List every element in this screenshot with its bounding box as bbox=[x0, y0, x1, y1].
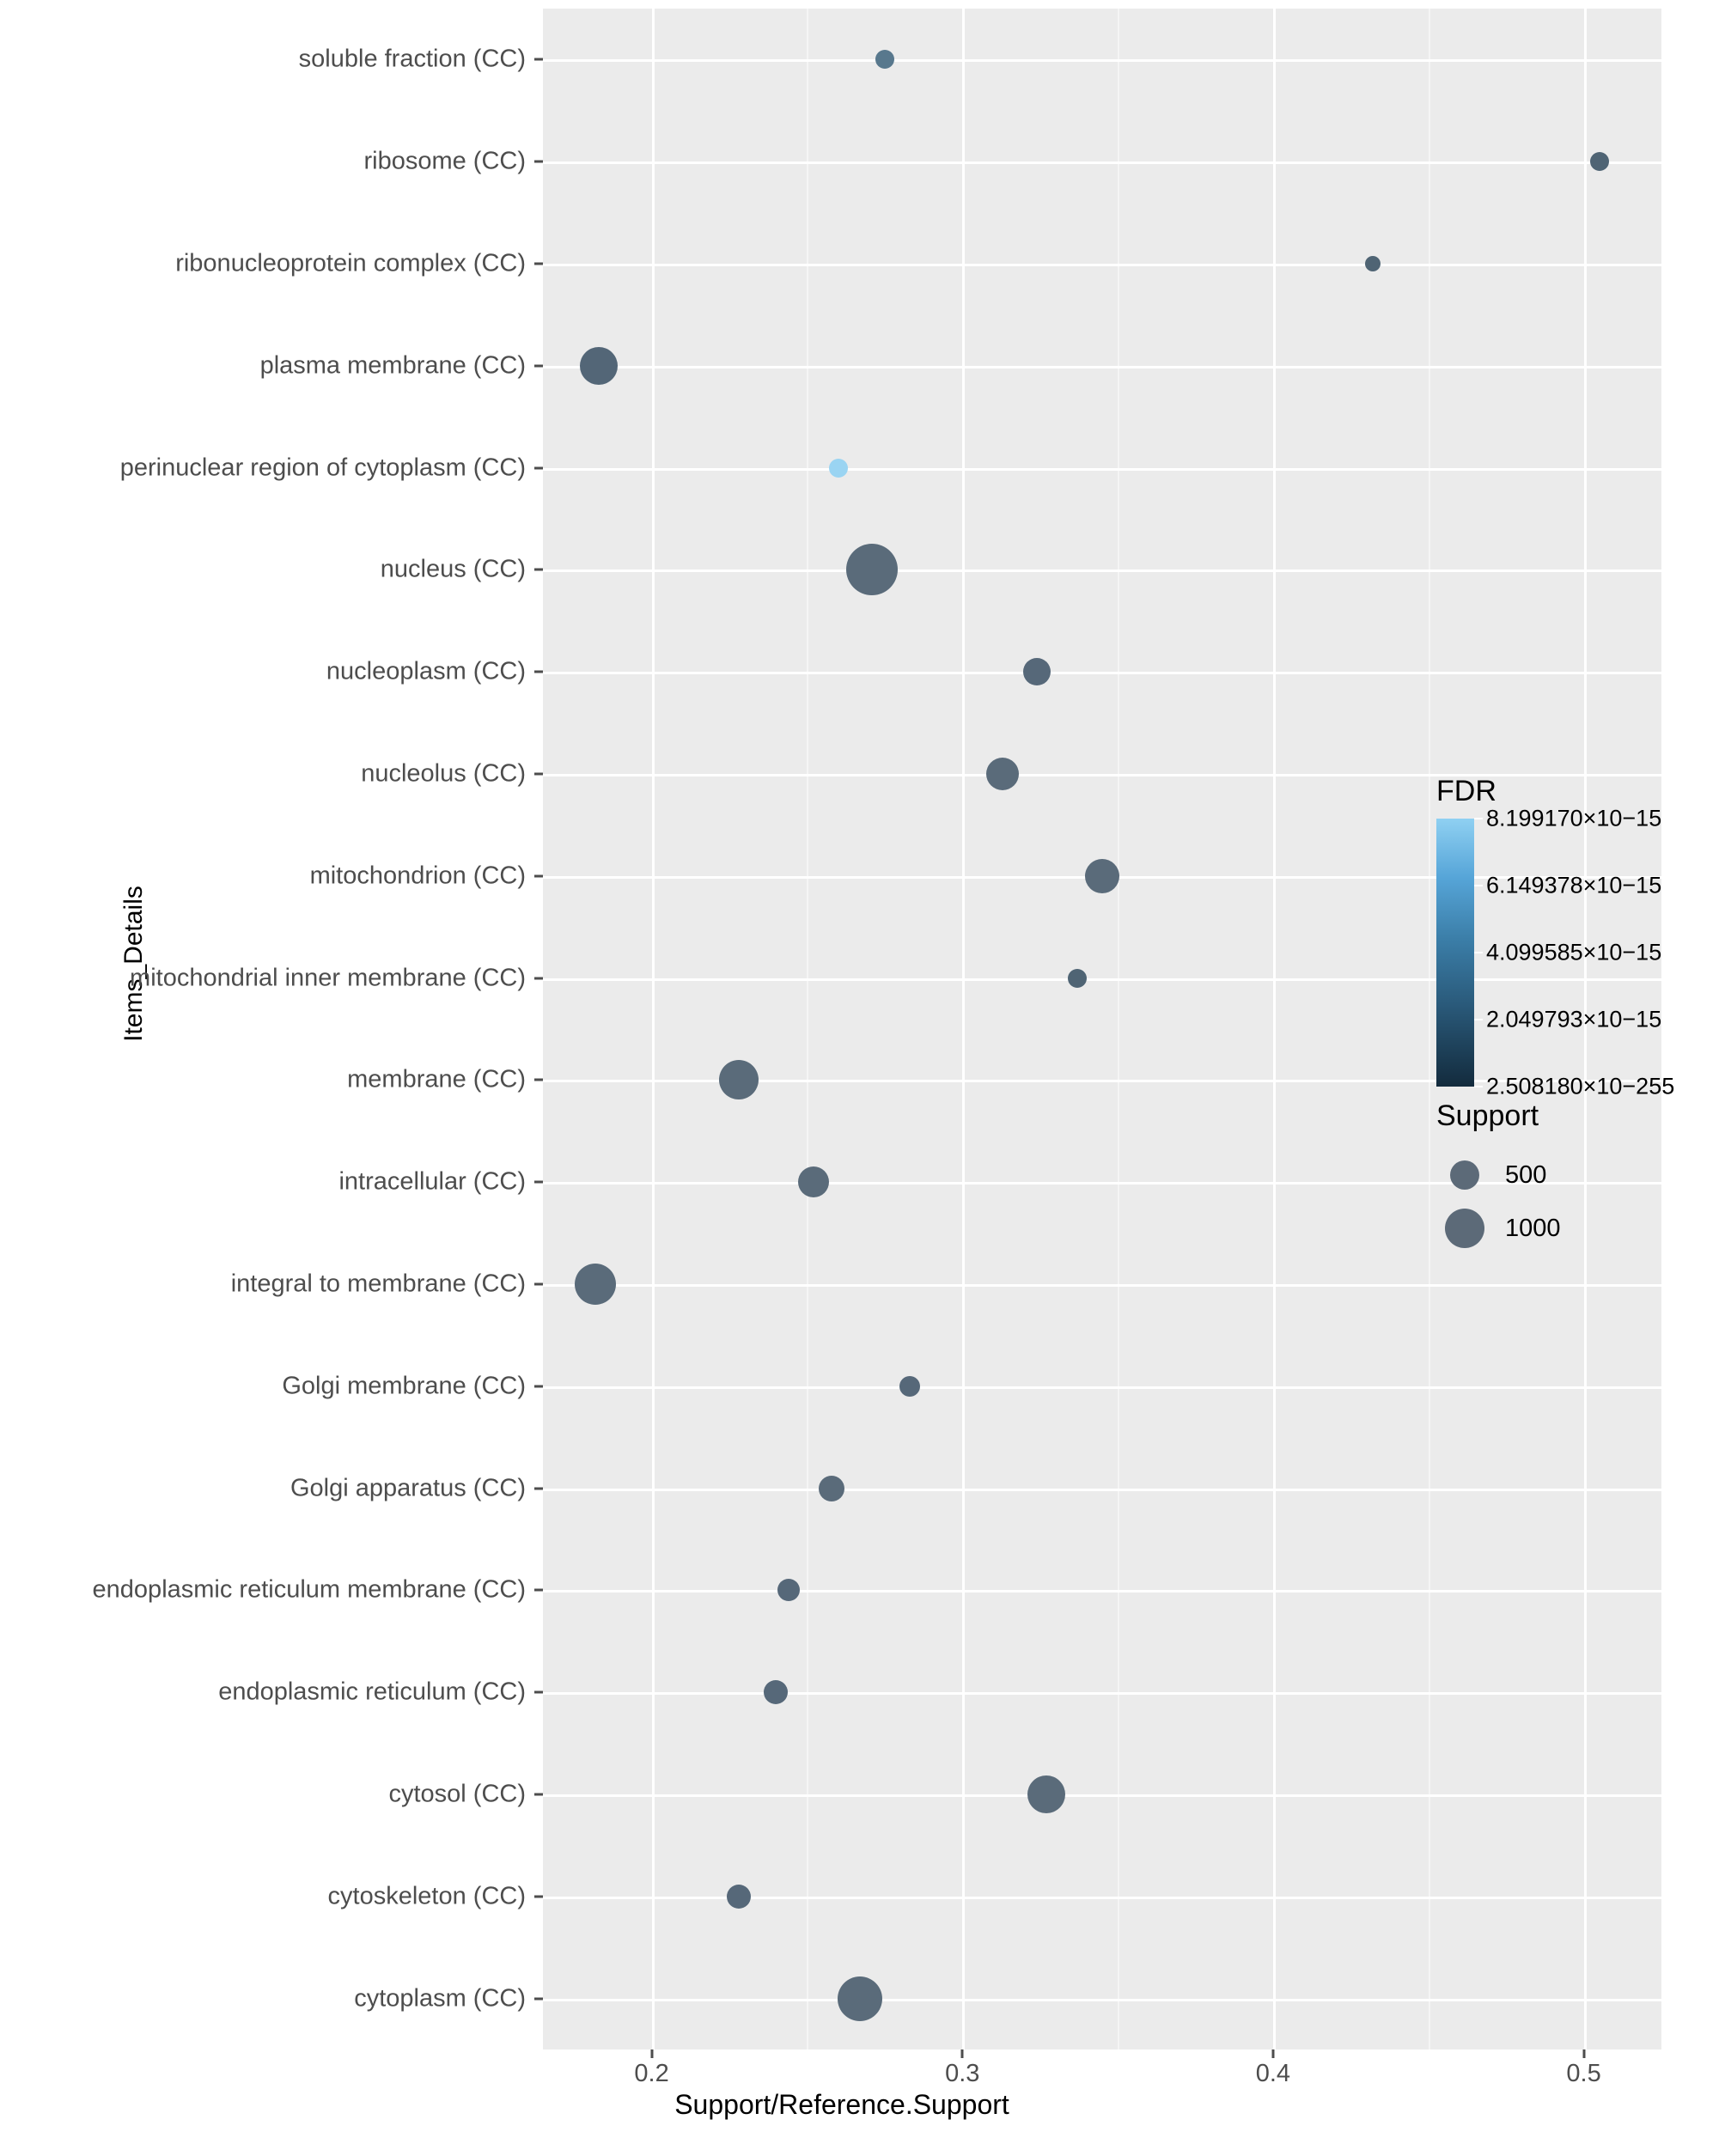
x-tick-label: 0.3 bbox=[945, 2060, 980, 2087]
x-tick-mark bbox=[961, 2049, 964, 2058]
y-tick-label: intracellular (CC) bbox=[338, 1167, 526, 1196]
legend-fdr-label: 6.149378×10−15 bbox=[1486, 872, 1662, 898]
gridline-vertical-minor bbox=[807, 9, 808, 2049]
data-point bbox=[1590, 152, 1609, 171]
legend-support-entry bbox=[1436, 1202, 1711, 1255]
legend-fdr-colorbar bbox=[1436, 819, 1474, 1087]
y-tick-label: endoplasmic reticulum membrane (CC) bbox=[92, 1575, 526, 1604]
y-tick-mark bbox=[534, 1997, 543, 2000]
y-tick-label: ribosome (CC) bbox=[363, 147, 526, 175]
data-point bbox=[829, 459, 848, 478]
legend-fdr-tick bbox=[1474, 885, 1483, 886]
y-tick-mark bbox=[534, 263, 543, 265]
y-tick-mark bbox=[534, 1385, 543, 1387]
data-point bbox=[777, 1579, 800, 1601]
y-tick-label: endoplasmic reticulum (CC) bbox=[218, 1678, 526, 1706]
y-tick-mark bbox=[534, 1283, 543, 1286]
legend-fdr-label: 4.099585×10−15 bbox=[1486, 939, 1662, 965]
y-tick-mark bbox=[534, 1181, 543, 1184]
y-tick-mark bbox=[534, 671, 543, 673]
y-axis-title: Items_Details bbox=[119, 886, 148, 1042]
legend-fdr bbox=[1436, 775, 1711, 1099]
data-point bbox=[580, 347, 618, 385]
gridline-horizontal bbox=[543, 1999, 1661, 2001]
data-point bbox=[727, 1885, 751, 1909]
y-tick-mark bbox=[534, 1895, 543, 1897]
legend-fdr-tick bbox=[1474, 1019, 1483, 1020]
y-tick-label: mitochondrion (CC) bbox=[309, 862, 526, 890]
data-point bbox=[875, 50, 894, 69]
y-tick-label: Golgi apparatus (CC) bbox=[290, 1474, 526, 1502]
legend-fdr-label: 2.508180×10−255 bbox=[1486, 1073, 1675, 1099]
gridline-vertical-major bbox=[652, 9, 655, 2049]
data-point bbox=[798, 1166, 829, 1197]
data-point bbox=[1085, 859, 1119, 893]
gridline-vertical-minor bbox=[1429, 9, 1430, 2049]
y-tick-label: cytoskeleton (CC) bbox=[327, 1882, 526, 1910]
gridline-horizontal bbox=[543, 1897, 1661, 1899]
legend-fdr-label: 2.049793×10−15 bbox=[1486, 1006, 1662, 1032]
y-tick-label: membrane (CC) bbox=[347, 1065, 526, 1093]
gridline-vertical-minor bbox=[1118, 9, 1119, 2049]
y-tick-label: integral to membrane (CC) bbox=[230, 1270, 526, 1298]
gridline-horizontal bbox=[543, 672, 1661, 674]
y-tick-label: perinuclear region of cytoplasm (CC) bbox=[119, 454, 526, 482]
legend-fdr-tick bbox=[1474, 818, 1483, 819]
y-tick-mark bbox=[534, 466, 543, 469]
legend-fdr-title: FDR bbox=[1436, 775, 1496, 807]
x-tick-label: 0.5 bbox=[1566, 2060, 1601, 2087]
legend-fdr-tick bbox=[1474, 1086, 1483, 1087]
gridline-horizontal bbox=[543, 1692, 1661, 1695]
data-point bbox=[1365, 256, 1381, 271]
data-point bbox=[986, 758, 1019, 790]
gridline-horizontal bbox=[543, 161, 1661, 164]
data-point bbox=[899, 1376, 920, 1397]
data-point bbox=[1068, 969, 1087, 988]
y-tick-label: plasma membrane (CC) bbox=[259, 351, 526, 380]
gridline-horizontal bbox=[543, 1590, 1661, 1593]
gridline-horizontal bbox=[543, 1489, 1661, 1491]
data-point bbox=[1023, 658, 1051, 685]
y-tick-label: cytoplasm (CC) bbox=[354, 1984, 526, 2013]
gridline-vertical-major bbox=[1273, 9, 1276, 2049]
gridline-horizontal bbox=[543, 569, 1661, 572]
y-tick-mark bbox=[534, 1794, 543, 1796]
y-tick-mark bbox=[534, 1691, 543, 1694]
gridline-vertical-major bbox=[962, 9, 965, 2049]
y-tick-label: ribonucleoprotein complex (CC) bbox=[175, 249, 526, 277]
legend-support-dot bbox=[1450, 1160, 1479, 1190]
y-tick-mark bbox=[534, 1079, 543, 1081]
y-tick-mark bbox=[534, 773, 543, 776]
legend-fdr-colorbar-wrap bbox=[1436, 805, 1711, 1099]
gridline-horizontal bbox=[543, 1794, 1661, 1797]
gridline-horizontal bbox=[543, 59, 1661, 62]
legend-support-dot bbox=[1445, 1209, 1484, 1248]
gridline-horizontal bbox=[543, 366, 1661, 368]
y-tick-label: cytosol (CC) bbox=[388, 1780, 526, 1808]
legend-support-label: 500 bbox=[1505, 1160, 1547, 1189]
y-tick-label: mitochondrial inner membrane (CC) bbox=[130, 964, 526, 992]
legend-support-key bbox=[1436, 1209, 1493, 1248]
legend-support-entries bbox=[1436, 1148, 1711, 1255]
gridline-horizontal bbox=[543, 1284, 1661, 1287]
legend-fdr-label: 8.199170×10−15 bbox=[1486, 805, 1662, 831]
y-tick-label: Golgi membrane (CC) bbox=[282, 1372, 526, 1400]
x-tick-label: 0.4 bbox=[1255, 2060, 1291, 2087]
legend-support bbox=[1436, 1099, 1711, 1255]
data-point bbox=[1027, 1775, 1065, 1813]
y-tick-label: nucleus (CC) bbox=[380, 555, 526, 583]
legend-support-label: 1000 bbox=[1505, 1214, 1561, 1242]
y-tick-mark bbox=[534, 1589, 543, 1592]
data-point bbox=[575, 1264, 616, 1305]
legend-support-key bbox=[1436, 1160, 1493, 1190]
y-tick-mark bbox=[534, 58, 543, 61]
y-tick-mark bbox=[534, 874, 543, 877]
data-point bbox=[819, 1476, 844, 1501]
y-tick-mark bbox=[534, 161, 543, 163]
x-tick-label: 0.2 bbox=[634, 2060, 669, 2087]
y-tick-label: nucleolus (CC) bbox=[361, 759, 526, 788]
x-tick-mark bbox=[1271, 2049, 1274, 2058]
data-point bbox=[719, 1060, 759, 1099]
data-point bbox=[838, 1976, 882, 2021]
y-tick-mark bbox=[534, 364, 543, 367]
data-point bbox=[764, 1680, 788, 1704]
legend-support-entry bbox=[1436, 1148, 1711, 1202]
x-tick-mark bbox=[1582, 2049, 1585, 2058]
gridline-horizontal bbox=[543, 1386, 1661, 1389]
y-tick-label: soluble fraction (CC) bbox=[298, 45, 526, 73]
y-tick-mark bbox=[534, 977, 543, 979]
gridline-horizontal bbox=[543, 264, 1661, 266]
x-tick-mark bbox=[650, 2049, 653, 2058]
y-tick-label: nucleoplasm (CC) bbox=[326, 657, 526, 685]
legend-support-title: Support bbox=[1436, 1099, 1539, 1132]
gridline-horizontal bbox=[543, 468, 1661, 471]
x-axis-title: Support/Reference.Support bbox=[674, 2089, 1009, 2120]
data-point bbox=[846, 544, 898, 595]
legend-fdr-tick bbox=[1474, 952, 1483, 953]
y-tick-mark bbox=[534, 569, 543, 571]
y-tick-mark bbox=[534, 1487, 543, 1489]
